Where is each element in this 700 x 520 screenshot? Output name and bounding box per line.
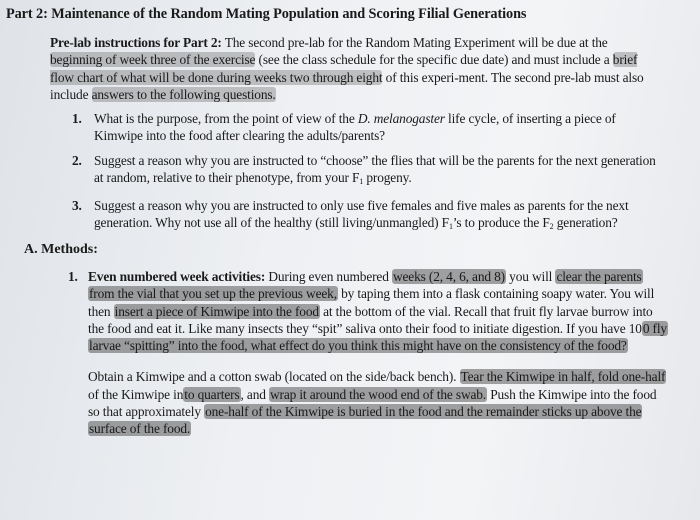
methods-heading: A. Methods:: [24, 242, 98, 257]
question-item: [72, 197, 662, 236]
highlight: to quarters: [184, 386, 240, 402]
highlight: answers to the following questions.: [91, 86, 276, 102]
species-name: D. melanogaster: [357, 111, 445, 126]
highlight: insert a piece of Kimwipe into the food: [114, 303, 319, 319]
question-text: progeny.: [363, 169, 412, 185]
methods-text: by taping them into a flask containing soapy water. You will then: [88, 286, 655, 319]
methods-text: of the Kimwipe in: [88, 386, 184, 402]
highlight: Tear the Kimwipe in half, fold one-half: [460, 369, 666, 385]
question-text: Suggest a reason why you are instructed to “choose” the flies that will be the parents for the next generation at random, relative to their phenotype, from your F: [94, 152, 656, 185]
question-item: [72, 110, 662, 145]
highlight: 0 fly larvae “spitting” into the food, what effect do you think this might have on the consistency of the food?: [89, 320, 667, 354]
highlight: brief flow chart of what will be done during weeks two through eight: [50, 52, 638, 85]
page-title: Part 2: Maintenance of the Random Mating Population and Scoring Filial Generations: [6, 6, 527, 22]
methods-text: , and: [240, 386, 269, 402]
prelab-text: (see the class schedule for the specific due date) and must include a: [255, 52, 613, 68]
methods-label: Even numbered week activities:: [88, 269, 266, 284]
methods-number: 1.: [68, 269, 78, 284]
prelab-label: Pre-lab instructions for Part 2:: [50, 35, 222, 50]
prelab-text: of this experi-ment. The second pre-lab must also include: [50, 69, 644, 102]
question-item: [72, 152, 662, 191]
question-number: 1.: [72, 111, 82, 126]
question-text: generation?: [553, 215, 618, 231]
methods-text: at the bottom of the vial. Recall that fruit fly larvae burrow into the food and eat it. Like many insects they “spit” saliva onto their food to initiate digestion. If you have 10: [88, 303, 653, 336]
highlight: weeks (2, 4, 6, and 8): [392, 269, 505, 284]
question-number: 3.: [72, 198, 82, 214]
question-number: 2.: [72, 152, 82, 168]
prelab-instructions: [50, 34, 662, 103]
methods-text: During even numbered: [265, 269, 392, 284]
methods-text: Obtain a Kimwipe and a cotton swab (located on the side/back bench).: [88, 369, 460, 385]
highlight: one-half of the Kimwipe is buried in the food and the remainder sticks up above the surface of the food.: [89, 404, 642, 437]
methods-item: [68, 268, 668, 438]
question-text: Suggest a reason why you are instructed to only use five females and five males as parents for the next generation. Why not use all of the healthy (still living/unmangled) F: [94, 198, 629, 231]
subscript: 1: [448, 222, 453, 232]
highlight: wrap it around the wood end of the swab.: [270, 386, 487, 402]
subscript: 1: [359, 176, 364, 186]
methods-text: Push the Kimwipe into the food so that approximately: [88, 386, 657, 420]
methods-text: you will: [505, 269, 556, 284]
subscript: 2: [549, 222, 554, 232]
question-text: ’s to produce the F: [452, 215, 550, 231]
question-text: life cycle, of inserting a piece of Kimwipe into the food after clearing the adults/parents?: [94, 111, 616, 144]
question-list: [72, 110, 662, 243]
question-text: What is the purpose, from the point of view of the: [94, 111, 358, 126]
prelab-text: The second pre-lab for the Random Mating Experiment will be due at the: [221, 35, 608, 50]
highlight: clear the parents from the vial that you set up the previous week,: [89, 269, 642, 302]
highlight: beginning of week three of the exercise: [50, 52, 256, 68]
